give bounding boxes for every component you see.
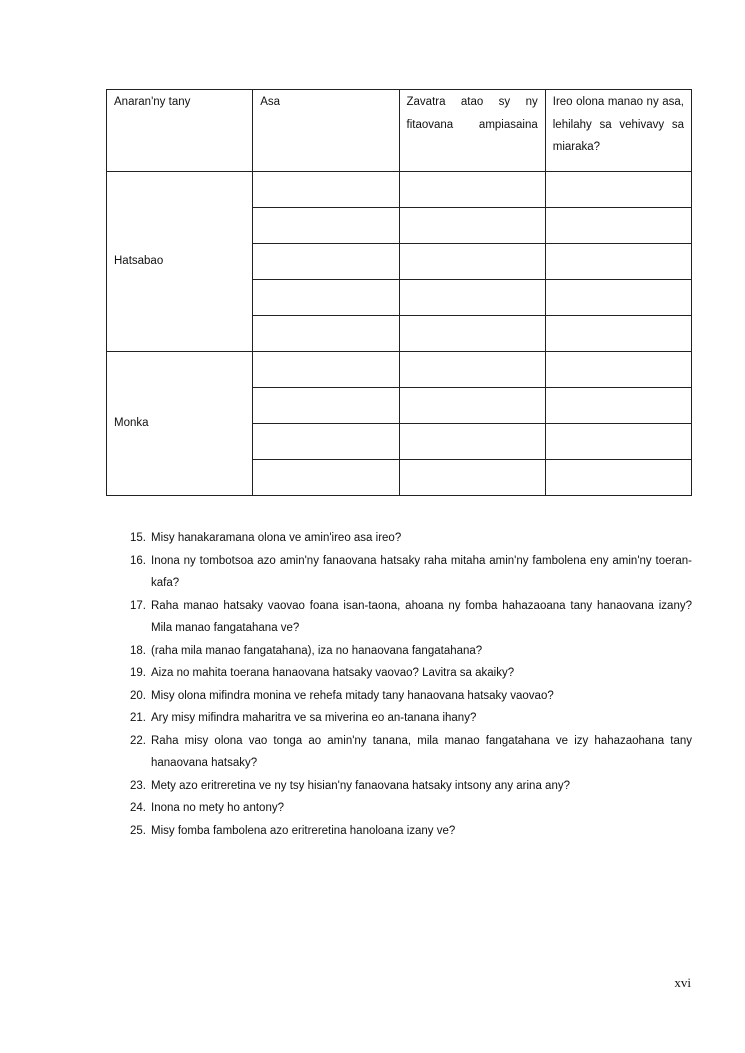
group-label-cell: Hatsabao: [107, 172, 253, 352]
question-number: 19.: [130, 667, 146, 679]
table-row: [107, 172, 692, 208]
empty-cell[interactable]: [545, 172, 691, 208]
empty-cell[interactable]: [399, 352, 545, 388]
empty-cell[interactable]: [399, 316, 545, 352]
empty-cell[interactable]: [399, 460, 545, 496]
question-item: [120, 595, 692, 640]
question-text: (raha mila manao fangatahana), iza no hanaovana fangatahana?: [151, 644, 483, 657]
empty-cell[interactable]: [253, 172, 399, 208]
question-text: Inona no mety ho antony?: [151, 802, 284, 814]
empty-cell[interactable]: [545, 280, 691, 316]
question-item: [120, 707, 692, 730]
question-item: [120, 640, 692, 663]
empty-cell[interactable]: [545, 460, 691, 496]
question-text: Inona ny tombotsoa azo amin'ny fanaovana hatsaky raha mitaha amin'ny fambolena eny amin'ny toeran-kafa?: [151, 554, 692, 589]
empty-cell[interactable]: [399, 244, 545, 280]
empty-cell[interactable]: [545, 388, 691, 424]
question-item: [120, 730, 692, 775]
question-number: 18.: [130, 644, 146, 657]
question-text: Aiza no mahita toerana hanaovana hatsaky vaovao? Lavitra sa akaiky?: [151, 667, 515, 679]
question-number: 17.: [130, 599, 146, 612]
empty-cell[interactable]: [545, 424, 691, 460]
question-item: [120, 527, 692, 550]
question-text: Raha misy olona vao tonga ao amin'ny tanana, mila manao fangatahana ve izy hahazaohana tany hanaovana hatsaky?: [151, 734, 692, 769]
table-header-row: [107, 90, 692, 172]
empty-cell[interactable]: [545, 316, 691, 352]
question-text: Mety azo eritreretina ve ny tsy hisian'ny fanaovana hatsaky intsony any arina any?: [151, 779, 570, 792]
question-number: 23.: [130, 779, 146, 792]
question-number: 25.: [130, 824, 146, 837]
question-number: 20.: [130, 689, 146, 702]
question-number: 22.: [130, 734, 146, 747]
question-item: [120, 550, 692, 595]
table-row: [107, 352, 692, 388]
question-item: [120, 775, 692, 798]
question-list: [120, 527, 692, 842]
empty-cell[interactable]: [399, 172, 545, 208]
question-text: Ary misy mifindra maharitra ve sa miverina eo an-tanana ihany?: [151, 712, 477, 724]
empty-cell[interactable]: [545, 208, 691, 244]
empty-cell[interactable]: [399, 388, 545, 424]
empty-cell[interactable]: [253, 460, 399, 496]
empty-cell[interactable]: [399, 424, 545, 460]
question-item: [120, 820, 692, 843]
page-number: xvi: [674, 975, 691, 990]
empty-cell[interactable]: [253, 280, 399, 316]
empty-cell[interactable]: [399, 280, 545, 316]
header-cell-land-name: Anaran'ny tany: [107, 90, 253, 172]
question-item: [120, 797, 692, 820]
header-people-text: Ireo olona manao ny asa, lehilahy sa vehivavy sa miaraka?: [552, 96, 684, 153]
group-label-cell: Monka: [107, 352, 253, 496]
question-item: [120, 685, 692, 708]
question-text: Misy fomba fambolena azo eritreretina hanoloana izany ve?: [151, 824, 456, 837]
empty-cell[interactable]: [253, 316, 399, 352]
empty-cell[interactable]: [545, 352, 691, 388]
question-number: 24.: [130, 802, 146, 814]
question-text: Misy olona mifindra monina ve rehefa mitady tany hanaovana hatsaky vaovao?: [151, 689, 554, 702]
question-number: 15.: [130, 532, 146, 544]
question-item: [120, 662, 692, 685]
question-number: 21.: [130, 712, 146, 724]
empty-cell[interactable]: [253, 244, 399, 280]
empty-cell[interactable]: [253, 352, 399, 388]
question-number: 16.: [130, 554, 146, 567]
empty-cell[interactable]: [253, 424, 399, 460]
question-text: Misy hanakaramana olona ve amin'ireo asa ireo?: [151, 532, 402, 544]
empty-cell[interactable]: [253, 208, 399, 244]
empty-cell[interactable]: [545, 244, 691, 280]
header-cell-work: Asa: [253, 90, 399, 172]
header-cell-people: [545, 90, 691, 172]
question-text: Raha manao hatsaky vaovao foana isan-taona, ahoana ny fomba hahazaoana tany hanaovana izany? Mila manao fangatahana ve?: [151, 599, 692, 634]
empty-cell[interactable]: [253, 388, 399, 424]
survey-table: [106, 89, 692, 496]
header-cell-tools: Zavatra atao sy ny fitaovana ampiasaina: [399, 90, 545, 172]
empty-cell[interactable]: [399, 208, 545, 244]
